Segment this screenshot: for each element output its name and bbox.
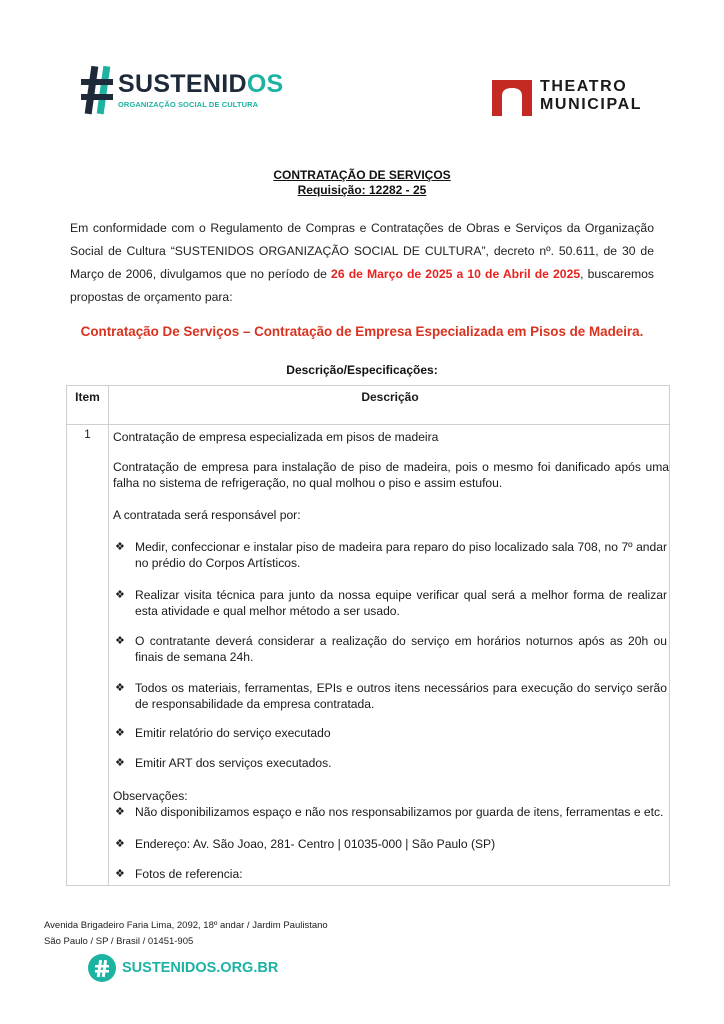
diamond-bullet-icon: ❖	[115, 541, 125, 553]
title-line: CONTRATAÇÃO DE SERVIÇOS	[273, 168, 451, 182]
site-url[interactable]: SUSTENIDOS.ORG.BR	[122, 960, 279, 976]
list-item: ❖ Não disponibilizamos espaço e não nos responsabilizamos por guarda de itens, ferramentas e etc.	[115, 805, 664, 819]
diamond-bullet-icon: ❖	[115, 635, 125, 647]
list-item: ❖ Emitir ART dos serviços executados.	[115, 756, 332, 770]
theatro-municipal-logo	[490, 74, 660, 120]
list-item: ❖ Fotos de referencia:	[115, 867, 243, 881]
diamond-bullet-icon: ❖	[115, 727, 125, 739]
sustenidos-tagline: ORGANIZAÇÃO SOCIAL DE CULTURA	[118, 100, 259, 109]
hash-icon	[88, 954, 116, 982]
row-number: 1	[84, 429, 91, 441]
diamond-bullet-icon: ❖	[115, 838, 125, 850]
table-divider	[67, 424, 669, 425]
sustenidos-logo	[80, 64, 284, 116]
hash-icon	[80, 64, 114, 116]
observations-label: Observações:	[113, 789, 188, 803]
sustenidos-brand: SUSTENIDOS	[118, 70, 284, 98]
list-item: ❖ Realizar visita técnica para junto da nossa equipe verificar qual será a melhor forma de realizar esta atividade e qual melhor método a ser usado.	[115, 588, 667, 618]
list-item: ❖ O contratante deverá considerar a realização do serviço em horários noturnos após as 20h ou finais de semana 24h.	[115, 634, 667, 664]
list-item: ❖ Endereço: Av. São Joao, 281- Centro | 01035-000 | São Paulo (SP)	[115, 837, 496, 851]
list-item: ❖ Medir, confeccionar e instalar piso de madeira para reparo do piso localizado sala 708, no 7º andar no prédio do Corpos Artísticos.	[115, 540, 667, 570]
theatre-arch-icon	[490, 74, 534, 118]
theatro-municipal-name: THEATRO MUNICIPAL	[540, 78, 643, 113]
row-summary: Contratação de empresa especializada em pisos de madeira	[113, 430, 439, 444]
footer-address: Avenida Brigadeiro Faria Lima, 2092, 18º andar / Jardim Paulistano São Paulo / SP / Brasil / 01451-905	[44, 920, 328, 947]
list-item: ❖ Emitir relatório do serviço executado	[115, 726, 331, 740]
diamond-bullet-icon: ❖	[115, 868, 125, 880]
responsibility-intro: A contratada será responsável por:	[113, 508, 301, 522]
row-paragraph: Contratação de empresa para instalação de piso de madeira, pois o mesmo foi danificado após uma falha no sistema de refrigeração, no qual molhou o piso e assim estufou.	[113, 460, 669, 490]
diamond-bullet-icon: ❖	[115, 589, 125, 601]
diamond-bullet-icon: ❖	[115, 757, 125, 769]
spec-table	[66, 385, 670, 886]
intro-paragraph: Em conformidade com o Regulamento de Compras e Contratações de Obras e Serviços da Organização Social de Cultura “SUSTENIDOS ORGANIZAÇÃO SOCIAL DE CULTURA”, decreto nº. 50.611, de 30 de Março de 2006, divulgamos que no período de 26 de Março de 2025 a 10 de Abril de 2025, buscaremos propostas de orçamento para:	[70, 221, 654, 304]
table-divider	[108, 386, 109, 885]
header-item: Item	[75, 390, 100, 404]
diamond-bullet-icon: ❖	[115, 806, 125, 818]
service-subject: Contratação De Serviços – Contratação de Empresa Especializada em Pisos de Madeira.	[80, 324, 644, 339]
requisition-number: Requisição: 12282 - 25	[297, 183, 427, 197]
period-highlight: 26 de Março de 2025 a 10 de Abril de 2025	[331, 267, 581, 281]
header-description: Descrição	[361, 390, 419, 404]
document-title	[0, 168, 724, 198]
diamond-bullet-icon: ❖	[115, 682, 125, 694]
list-item: ❖ Todos os materiais, ferramentas, EPIs e outros itens necessários para execução do serviço serão de responsabilidade da empresa contratada.	[115, 681, 667, 711]
spec-title: Descrição/Especificações:	[286, 363, 438, 377]
